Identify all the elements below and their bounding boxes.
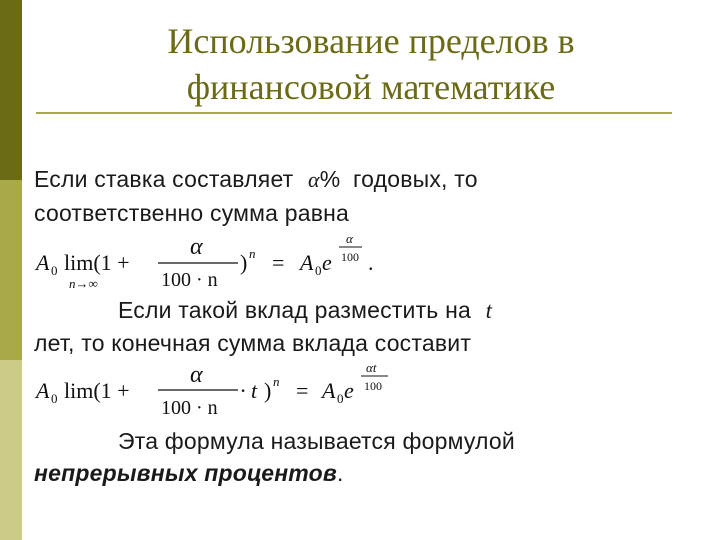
alpha-symbol: α xyxy=(308,167,320,192)
f2-a-sub: 0 xyxy=(51,391,58,406)
f2-numerator: α xyxy=(190,362,203,388)
f2-exp-num: αt xyxy=(366,360,377,375)
f2-exp-den: 100 xyxy=(364,379,382,393)
title-line-1: Использование пределов в xyxy=(167,21,575,61)
f1-period: . xyxy=(368,250,374,275)
emphasis-term: непрерывных процентов xyxy=(34,460,337,486)
f1-a2: A xyxy=(300,250,314,275)
f1-a-sub: 0 xyxy=(51,263,58,278)
f1-close: ) xyxy=(240,250,248,275)
paragraph1-line1: Если ставка составляет α% годовых, то xyxy=(34,166,478,192)
title-line-2: финансовой математике xyxy=(186,67,556,107)
f2-a: A xyxy=(36,378,50,403)
t-variable: t xyxy=(485,298,493,323)
f1-lim: lim(1 + xyxy=(64,250,130,275)
f1-a: A xyxy=(36,250,50,275)
f1-power: n xyxy=(249,246,256,261)
f2-equals: = xyxy=(296,378,309,403)
f1-e: e xyxy=(322,250,332,275)
paragraph2-line2: лет, то конечная сумма вклада составит xyxy=(34,330,472,356)
f2-a2: A xyxy=(322,378,336,403)
paragraph3-line1: Эта формула называется формулой xyxy=(118,428,515,454)
f2-power: n xyxy=(273,374,280,389)
paragraph2-line1: Если такой вклад разместить на t xyxy=(118,297,493,323)
f1-a2-sub: 0 xyxy=(315,263,322,278)
f2-dot-t: · t xyxy=(240,378,258,403)
f1-exp-den: 100 xyxy=(341,250,359,264)
f1-equals: = xyxy=(272,250,285,275)
f1-denominator: 100 · n xyxy=(161,269,218,291)
f1-numerator: α xyxy=(190,234,203,260)
f2-close: ) xyxy=(264,378,272,403)
f1-exp-num: α xyxy=(346,231,353,246)
f2-a2-sub: 0 xyxy=(337,391,344,406)
paragraph1-line2: соответственно сумма равна xyxy=(34,200,350,226)
paragraph3-line2: непрерывных процентов. xyxy=(34,460,344,486)
f2-denominator: 100 · n xyxy=(161,397,218,419)
f1-lim-sub: n→∞ xyxy=(69,276,98,291)
f2-e: e xyxy=(344,378,354,403)
f2-lim: lim(1 + xyxy=(64,378,130,403)
